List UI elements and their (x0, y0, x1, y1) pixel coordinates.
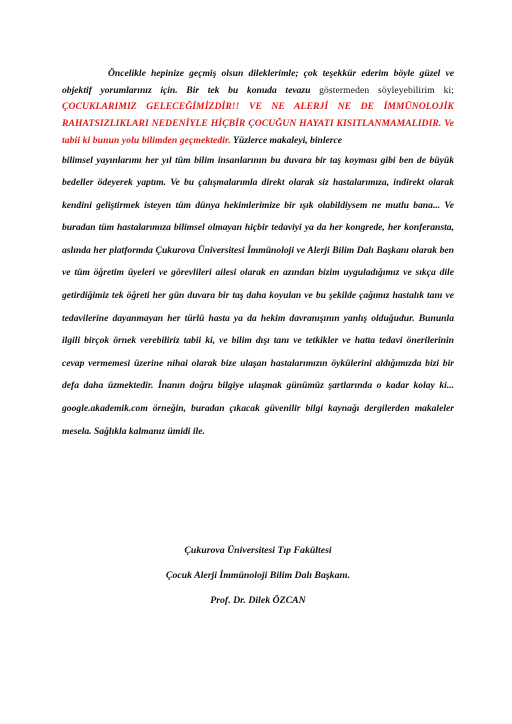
intro-text-2: göstermeden söyleyebilirim ki; (319, 84, 454, 96)
main-paragraph: bilimsel yayınlarımı her yıl tüm bilim insanlarının bu duvara bir taş koyması gibi ben de büyük bedeller ödeyerek yaptım. Ve bu çalışmalarımla direkt olarak siz hastalarımıza, indirekt olarak kendini geliştirmek isteyen tüm dünya hekimlerimize bir ışık olabildiysem ne mutlu bana... Ve buradan tüm hastalarımıza bilimsel olmayan hiçbir tedaviyi ya da her kongrede, her konferansta, aslında her platformda Çukurova Üniversitesi İmmünoloji ve Alerji Bilim Dalı Başkanı olarak ben ve tüm öğretim üyeleri ve görevlileri ailesi olarak en azından bizim uyguladığımız ve sıkça dile getirdiğimiz tek öğreti her gün duvara bir taş daha koyulan ve bu şekilde çağımız hastalık tanı ve tedavilerine dayanmayan her türlü hasta ya da hekim davranışının yanlış olduğudur. Bununla ilgili birçok örnek verebiliriz tabii ki, ve bilim dışı tanı ve tetkikler ve hatta tedavi önerilerinin cevap vermemesi üzerine nihai olarak bize ulaşan hastalarımızın öykülerini aldığımızda bizi bir defa daha üzmektedir. İnanın doğru bilgiye ulaşmak günümüz şartlarında o kadar kolay ki... google.akademik.com örneğin, buradan çıkacak güvenilir bilgi kaynağı dergilerden makaleler mesela. Sağlıkla kalmanız ümidi ile. (62, 154, 454, 437)
intro-text-3: Yüzlerce makaleyi, binlerce (230, 134, 343, 146)
signature-department: Çocuk Alerji İmmünoloji Bilim Dalı Başkanı. (165, 570, 351, 581)
letter-body (62, 66, 454, 443)
signature-name: Prof. Dr. Dilek ÖZCAN (210, 595, 306, 606)
emphasis-statement: ÇOCUKLARIMIZ GELECEĞİMİZDİR!! VE NE ALERJİ NE DE İMMÜNOLOJİK RAHATSIZLIKLARI NEDENİYLE HİÇBİR ÇOCUĞUN HAYATI KISITLANMAMALIDIR. Ve tabii ki bunun yolu bilimden geçmektedir. (62, 101, 454, 146)
signature-faculty: Çukurova Üniversitesi Tıp Fakültesi (184, 545, 332, 556)
intro-text-1: Öncelikle hepinize geçmiş olsun dileklerimle; çok teşekkür ederim böyle güzel ve objektif yorumlarınız için. Bir tek bu konuda tevazu (62, 68, 454, 96)
intro-paragraph (62, 66, 454, 150)
